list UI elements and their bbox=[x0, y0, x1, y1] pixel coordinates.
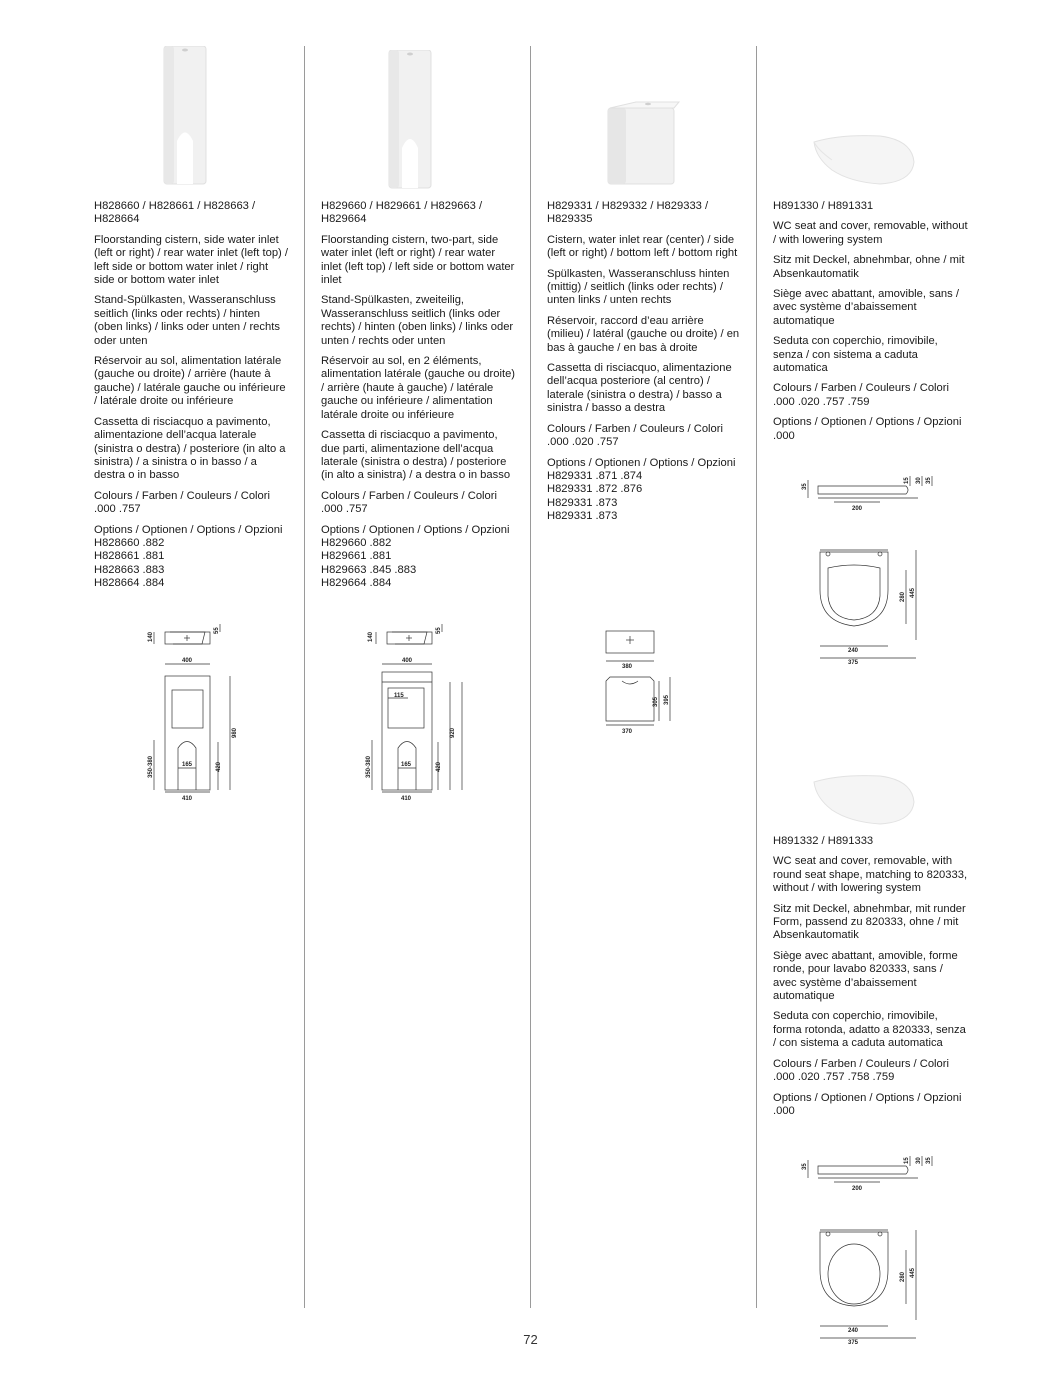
dim-label: 280 bbox=[900, 591, 906, 602]
colours-values: .000 .020 .757 .759 bbox=[773, 395, 870, 408]
option-item: H829660 .882 bbox=[321, 536, 392, 549]
description-it: Cassetta di risciacquo a pavimento, alimentazione dell’acqua laterale (sinistra o destra) / posteriore (in alto a sinistra) / a sinistra o in basso / a destra o in basso bbox=[94, 415, 286, 482]
dim-label: 35 bbox=[802, 483, 808, 490]
round-wc-seat-photo bbox=[810, 772, 920, 835]
column-divider bbox=[304, 46, 305, 1308]
option-item: H828664 .884 bbox=[94, 577, 165, 590]
article-number: H891332 / H891333 bbox=[773, 835, 874, 847]
colours-block bbox=[547, 423, 743, 450]
description-de: Spülkasten, Wasseranschluss hinten (mittig) / seitlich (links oder rechts) / unten links / unten rechts bbox=[547, 267, 730, 307]
description-en: Cistern, water inlet rear (center) / side (left or right) / bottom left / bottom right bbox=[547, 233, 738, 260]
description-it: Cassetta di risciacquo a pavimento, due parti, alimentazione dell’acqua laterale (sinistra o destra) / posteriore (in alto a sinistra) / a destra o in basso bbox=[321, 429, 511, 482]
colours-block bbox=[321, 490, 517, 517]
dim-label: 400 bbox=[182, 658, 193, 664]
option-item: H829331 .871 .874 bbox=[547, 469, 643, 482]
technical-drawing-1 bbox=[140, 620, 250, 805]
dim-label: 30 bbox=[916, 477, 922, 484]
technical-drawing-5 bbox=[798, 1150, 948, 1355]
colours-block bbox=[773, 1058, 969, 1085]
dim-label: 115 bbox=[394, 693, 404, 699]
description-it: Cassetta di risciacquo, alimentazione dell’acqua posteriore (al centro) / laterale (sinistra o destra) / basso a sinistra / basso a destra bbox=[547, 362, 732, 415]
dim-label: 375 bbox=[848, 1340, 859, 1346]
option-item: H828663 .883 bbox=[94, 563, 165, 576]
description-de: Stand-Spülkasten, zweiteilig, Wasseranschluss seitlich (links oder rechts) / hinten (oben links) / links oder unten / rechts oder unten bbox=[321, 294, 514, 347]
dim-label: 280 bbox=[900, 1271, 906, 1282]
product-column-3 bbox=[547, 200, 743, 524]
dim-label: 30 bbox=[916, 1157, 922, 1164]
description-fr: Réservoir au sol, en 2 éléments, alimentation latérale (gauche ou droite) / arrière (haute à gauche) / latérale gauche ou inférieure / alimentation latérale droite ou inférieure bbox=[321, 355, 516, 421]
dim-label: 305 bbox=[653, 696, 659, 707]
cistern-photo bbox=[606, 100, 681, 191]
description-en: Floorstanding cistern, two-part, side water inlet (left or right) / rear water inlet (left top) / left side or bottom water inlet bbox=[321, 233, 515, 287]
floorstanding-cistern-photo bbox=[160, 46, 210, 191]
description-fr: Siège avec abattant, amovible, sans / avec système d’abaissement automatique bbox=[773, 288, 959, 327]
dim-label: 165 bbox=[401, 762, 412, 768]
dim-label: 370 bbox=[622, 729, 633, 735]
dim-label: 375 bbox=[848, 660, 859, 666]
dim-label: 200 bbox=[852, 1186, 863, 1192]
description-de: Sitz mit Deckel, abnehmbar, mit runder Form, passend zu 820333, ohne / mit Absenkautomatik bbox=[773, 902, 966, 942]
option-item: H828660 .882 bbox=[94, 536, 165, 549]
product-column-4 bbox=[773, 200, 969, 443]
description-en: Floorstanding cistern, side water inlet (left or right) / rear water inlet (left top) / left side or bottom water inlet / right side or bottom water inlet bbox=[94, 233, 288, 287]
dim-label: 240 bbox=[848, 648, 859, 654]
dim-label: 420 bbox=[436, 761, 442, 772]
product-column-1 bbox=[94, 200, 290, 591]
colours-label: Colours / Farben / Couleurs / Colori bbox=[547, 422, 723, 435]
option-item: H829331 .872 .876 bbox=[547, 483, 643, 496]
options-block bbox=[321, 524, 517, 591]
colours-label: Colours / Farben / Couleurs / Colori bbox=[321, 489, 497, 502]
product-column-5 bbox=[773, 835, 969, 1118]
description-fr: Réservoir, raccord d’eau arrière (milieu) / latéral (gauche ou droite) / en bas à gauche / en bas à droite bbox=[547, 314, 740, 354]
column-divider bbox=[530, 46, 531, 1308]
options-block bbox=[94, 524, 290, 591]
dim-label: 240 bbox=[848, 1328, 859, 1334]
option-item: H828661 .881 bbox=[94, 550, 165, 563]
dim-label: 55 bbox=[436, 627, 442, 634]
dim-label: 400 bbox=[402, 658, 413, 664]
description-en: WC seat and cover, removable, without / with lowering system bbox=[773, 220, 968, 246]
options-label: Options / Optionen / Options / Opzioni bbox=[547, 456, 736, 469]
dim-label: 980 bbox=[232, 727, 238, 738]
article-number: H829331 / H829332 / H829333 / H829335 bbox=[547, 200, 709, 226]
colours-label: Colours / Farben / Couleurs / Colori bbox=[773, 1057, 949, 1070]
dim-label: 35 bbox=[926, 477, 932, 484]
option-item: H829663 .845 .883 bbox=[321, 563, 417, 576]
option-item: H829664 .884 bbox=[321, 577, 392, 590]
description-de: Stand-Spülkasten, Wasseranschluss seitlich (links oder rechts) / hinten (oben links) / links oder unten / rechts oder unten bbox=[94, 294, 280, 347]
page-number: 72 bbox=[523, 1332, 538, 1347]
technical-drawing-3 bbox=[596, 625, 686, 745]
options-label: Options / Optionen / Options / Opzioni bbox=[94, 523, 283, 536]
wc-seat-photo bbox=[810, 132, 920, 195]
dim-label: 55 bbox=[214, 627, 220, 634]
description-fr: Siège avec abattant, amovible, forme ronde, pour lavabo 820333, sans / avec système d’abaissement automatique bbox=[773, 949, 958, 1003]
article-number: H829660 / H829661 / H829663 / H829664 bbox=[321, 200, 483, 226]
dim-label: 380 bbox=[622, 664, 633, 670]
colours-block bbox=[773, 382, 969, 409]
article-number: H891330 / H891331 bbox=[773, 200, 874, 212]
dim-label: 410 bbox=[401, 796, 412, 800]
dim-label: 445 bbox=[910, 587, 916, 598]
dim-label: 350-380 bbox=[366, 755, 372, 778]
dim-label: 35 bbox=[802, 1163, 808, 1170]
dim-label: 200 bbox=[852, 506, 863, 512]
product-column-2 bbox=[321, 200, 517, 591]
dim-label: 140 bbox=[368, 631, 374, 642]
two-part-cistern-photo bbox=[385, 50, 435, 195]
description-it: Seduta con coperchio, rimovibile, senza / con sistema a caduta automatica bbox=[773, 335, 938, 375]
option-item: H829331 .873 bbox=[547, 496, 618, 509]
dim-label: 445 bbox=[910, 1267, 916, 1278]
colours-label: Colours / Farben / Couleurs / Colori bbox=[773, 382, 949, 395]
options-block bbox=[547, 457, 743, 524]
colours-values: .000 .020 .757 .758 .759 bbox=[773, 1071, 895, 1084]
option-item: .000 bbox=[773, 429, 795, 442]
colours-values: .000 .757 bbox=[94, 503, 141, 516]
description-en: WC seat and cover, removable, with round seat shape, matching to 820333, without / with lowering system bbox=[773, 855, 968, 895]
technical-drawing-2 bbox=[362, 620, 472, 805]
dim-label: 15 bbox=[904, 1157, 910, 1164]
technical-drawing-4 bbox=[798, 470, 948, 675]
colours-label: Colours / Farben / Couleurs / Colori bbox=[94, 489, 270, 502]
description-fr: Réservoir au sol, alimentation latérale (gauche ou droite) / arrière (haute à gauche) / latérale gauche ou inférieure / latérale droite ou inférieure bbox=[94, 355, 286, 408]
options-block bbox=[773, 1092, 969, 1119]
option-item: H829331 .873 bbox=[547, 510, 618, 523]
article-number: H828660 / H828661 / H828663 / H828664 bbox=[94, 200, 256, 226]
dim-label: 410 bbox=[182, 796, 193, 800]
dim-label: 15 bbox=[904, 477, 910, 484]
dim-label: 140 bbox=[148, 631, 154, 642]
description-de: Sitz mit Deckel, abnehmbar, ohne / mit Absenkautomatik bbox=[773, 254, 965, 280]
options-block bbox=[773, 416, 969, 443]
dim-label: 35 bbox=[926, 1157, 932, 1164]
dim-label: 350-380 bbox=[148, 755, 154, 778]
options-label: Options / Optionen / Options / Opzioni bbox=[321, 523, 510, 536]
colours-block bbox=[94, 490, 290, 517]
colours-values: .000 .020 .757 bbox=[547, 436, 619, 449]
options-label: Options / Optionen / Options / Opzioni bbox=[773, 1091, 962, 1104]
dim-label: 395 bbox=[664, 694, 670, 705]
column-divider bbox=[756, 46, 757, 1308]
options-label: Options / Optionen / Options / Opzioni bbox=[773, 416, 962, 429]
dim-label: 165 bbox=[182, 762, 193, 768]
dim-label: 420 bbox=[216, 761, 222, 772]
description-it: Seduta con coperchio, rimovibile, forma rotonda, adatto a 820333, senza / con sistema a caduta automatica bbox=[773, 1010, 966, 1050]
option-item: .000 bbox=[773, 1104, 795, 1117]
option-item: H829661 .881 bbox=[321, 550, 392, 563]
colours-values: .000 .757 bbox=[321, 503, 368, 516]
dim-label: 920 bbox=[450, 727, 456, 738]
